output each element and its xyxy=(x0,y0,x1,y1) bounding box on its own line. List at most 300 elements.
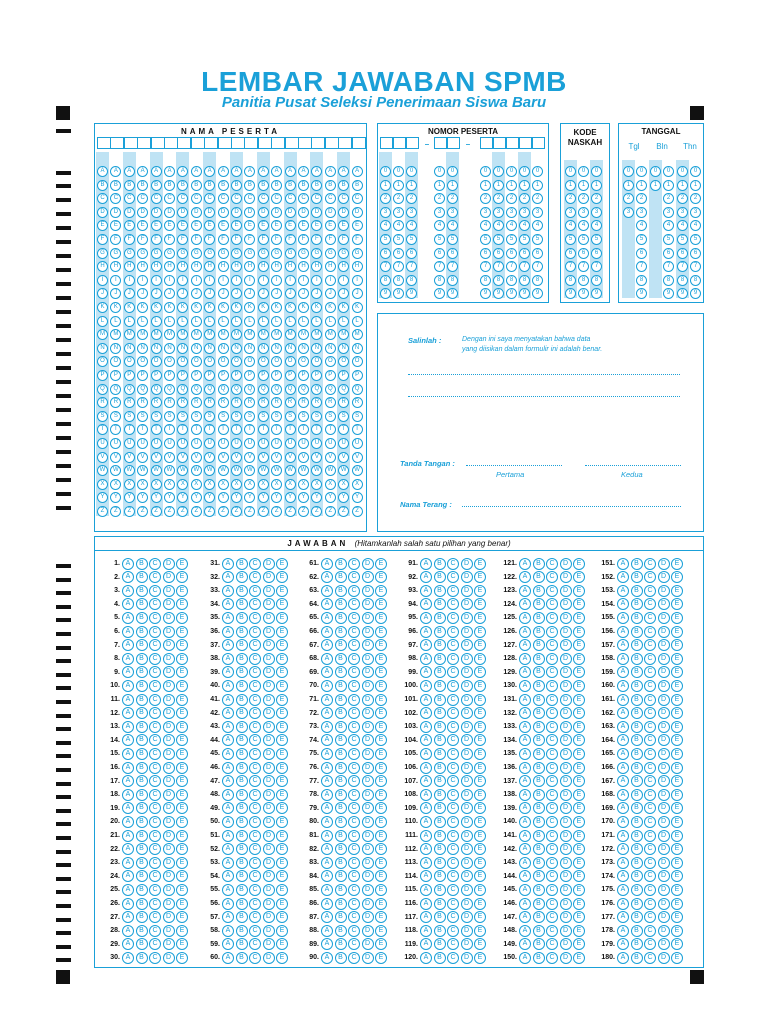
answer-bubble[interactable]: E xyxy=(375,598,387,610)
answer-bubble[interactable]: E xyxy=(375,898,387,910)
answer-bubble[interactable]: D xyxy=(461,816,473,828)
answer-bubble[interactable]: A xyxy=(519,870,531,882)
letter-bubble[interactable]: Q xyxy=(311,384,322,395)
answer-bubble[interactable]: B xyxy=(335,721,347,733)
answer-bubble[interactable]: E xyxy=(375,639,387,651)
letter-bubble[interactable]: H xyxy=(311,261,322,272)
answer-bubble[interactable]: C xyxy=(644,721,656,733)
tanggal-bubble[interactable]: 1 xyxy=(636,180,647,191)
tanggal-bubble[interactable]: 8 xyxy=(663,275,674,286)
answer-bubble[interactable]: D xyxy=(163,626,175,638)
answer-bubble[interactable]: A xyxy=(617,571,629,583)
tanggal-bubble[interactable]: 0 xyxy=(690,166,701,177)
answer-bubble[interactable]: D xyxy=(263,734,275,746)
answer-bubble[interactable]: A xyxy=(222,762,234,774)
answer-bubble[interactable]: E xyxy=(176,626,188,638)
answer-bubble[interactable]: D xyxy=(263,694,275,706)
letter-bubble[interactable]: G xyxy=(352,248,363,259)
answer-bubble[interactable]: B xyxy=(335,680,347,692)
answer-bubble[interactable]: E xyxy=(375,789,387,801)
answer-bubble[interactable]: B xyxy=(136,748,148,760)
letter-bubble[interactable]: Q xyxy=(258,384,269,395)
answer-bubble[interactable]: A xyxy=(519,884,531,896)
letter-bubble[interactable]: M xyxy=(191,329,202,340)
answer-bubble[interactable]: B xyxy=(434,816,446,828)
answer-bubble[interactable]: A xyxy=(420,898,432,910)
letter-bubble[interactable]: I xyxy=(137,275,148,286)
answer-bubble[interactable]: E xyxy=(474,925,486,937)
letter-bubble[interactable]: H xyxy=(191,261,202,272)
answer-bubble[interactable]: D xyxy=(658,612,670,624)
letter-bubble[interactable]: Z xyxy=(110,506,121,517)
digit-bubble[interactable]: 1 xyxy=(393,180,404,191)
digit-bubble[interactable]: 0 xyxy=(434,166,445,177)
answer-bubble[interactable]: E xyxy=(671,707,683,719)
letter-bubble[interactable]: Q xyxy=(218,384,229,395)
answer-bubble[interactable]: D xyxy=(163,598,175,610)
answer-bubble[interactable]: A xyxy=(420,816,432,828)
answer-bubble[interactable]: D xyxy=(163,802,175,814)
answer-bubble[interactable]: A xyxy=(617,925,629,937)
answer-bubble[interactable]: C xyxy=(348,612,360,624)
letter-bubble[interactable]: W xyxy=(164,465,175,476)
answer-bubble[interactable]: B xyxy=(136,789,148,801)
answer-bubble[interactable]: D xyxy=(658,626,670,638)
letter-bubble[interactable]: R xyxy=(298,397,309,408)
answer-bubble[interactable]: D xyxy=(362,830,374,842)
letter-bubble[interactable]: N xyxy=(191,343,202,354)
answer-bubble[interactable]: A xyxy=(222,938,234,950)
letter-bubble[interactable]: V xyxy=(164,452,175,463)
answer-bubble[interactable]: A xyxy=(519,666,531,678)
answer-bubble[interactable]: C xyxy=(447,843,459,855)
letter-bubble[interactable]: F xyxy=(352,234,363,245)
answer-bubble[interactable]: C xyxy=(348,938,360,950)
letter-bubble[interactable]: W xyxy=(325,465,336,476)
answer-bubble[interactable]: B xyxy=(335,898,347,910)
answer-bubble[interactable]: B xyxy=(434,870,446,882)
answer-bubble[interactable]: A xyxy=(321,802,333,814)
answer-bubble[interactable]: A xyxy=(222,857,234,869)
answer-bubble[interactable]: E xyxy=(176,762,188,774)
nomor-digit-box[interactable] xyxy=(434,137,447,149)
answer-bubble[interactable]: C xyxy=(249,653,261,665)
letter-bubble[interactable]: F xyxy=(124,234,135,245)
answer-bubble[interactable]: C xyxy=(644,707,656,719)
answer-bubble[interactable]: E xyxy=(474,721,486,733)
answer-bubble[interactable]: D xyxy=(362,721,374,733)
letter-bubble[interactable]: U xyxy=(97,438,108,449)
answer-bubble[interactable]: A xyxy=(222,626,234,638)
answer-bubble[interactable]: D xyxy=(461,830,473,842)
digit-bubble[interactable]: 6 xyxy=(380,248,391,259)
digit-bubble[interactable]: 1 xyxy=(434,180,445,191)
letter-bubble[interactable]: H xyxy=(258,261,269,272)
letter-bubble[interactable]: J xyxy=(110,288,121,299)
answer-bubble[interactable]: A xyxy=(321,830,333,842)
answer-bubble[interactable]: D xyxy=(658,748,670,760)
answer-bubble[interactable]: C xyxy=(249,571,261,583)
answer-bubble[interactable]: D xyxy=(560,653,572,665)
letter-bubble[interactable]: K xyxy=(271,302,282,313)
answer-bubble[interactable]: C xyxy=(249,680,261,692)
answer-bubble[interactable]: B xyxy=(631,666,643,678)
answer-bubble[interactable]: B xyxy=(533,680,545,692)
answer-bubble[interactable]: D xyxy=(263,884,275,896)
letter-bubble[interactable]: C xyxy=(97,193,108,204)
letter-bubble[interactable]: U xyxy=(244,438,255,449)
answer-bubble[interactable]: E xyxy=(375,952,387,964)
tanggal-bubble[interactable]: 9 xyxy=(663,288,674,299)
name-letter-box[interactable] xyxy=(311,137,325,149)
letter-bubble[interactable]: K xyxy=(164,302,175,313)
answer-bubble[interactable]: A xyxy=(420,884,432,896)
answer-bubble[interactable]: C xyxy=(546,558,558,570)
signature-second-line[interactable] xyxy=(585,465,681,466)
letter-bubble[interactable]: I xyxy=(311,275,322,286)
answer-bubble[interactable]: A xyxy=(122,558,134,570)
answer-bubble[interactable]: D xyxy=(461,571,473,583)
answer-bubble[interactable]: C xyxy=(348,857,360,869)
letter-bubble[interactable]: S xyxy=(258,411,269,422)
answer-bubble[interactable]: A xyxy=(420,857,432,869)
answer-bubble[interactable]: B xyxy=(533,843,545,855)
answer-bubble[interactable]: D xyxy=(362,680,374,692)
answer-bubble[interactable]: C xyxy=(644,558,656,570)
answer-bubble[interactable]: C xyxy=(546,898,558,910)
letter-bubble[interactable]: F xyxy=(191,234,202,245)
answer-bubble[interactable]: E xyxy=(474,816,486,828)
answer-bubble[interactable]: E xyxy=(671,721,683,733)
answer-bubble[interactable]: A xyxy=(519,898,531,910)
letter-bubble[interactable]: H xyxy=(325,261,336,272)
answer-bubble[interactable]: C xyxy=(447,938,459,950)
letter-bubble[interactable]: K xyxy=(97,302,108,313)
letter-bubble[interactable]: Z xyxy=(218,506,229,517)
letter-bubble[interactable]: X xyxy=(137,479,148,490)
letter-bubble[interactable]: R xyxy=(151,397,162,408)
answer-bubble[interactable]: E xyxy=(176,843,188,855)
answer-bubble[interactable]: A xyxy=(420,925,432,937)
answer-bubble[interactable]: A xyxy=(122,884,134,896)
kode-bubble[interactable]: 7 xyxy=(565,261,576,272)
answer-bubble[interactable]: B xyxy=(136,585,148,597)
answer-bubble[interactable]: C xyxy=(249,585,261,597)
answer-bubble[interactable]: B xyxy=(533,612,545,624)
answer-bubble[interactable]: D xyxy=(658,598,670,610)
letter-bubble[interactable]: N xyxy=(177,343,188,354)
letter-bubble[interactable]: F xyxy=(244,234,255,245)
answer-bubble[interactable]: D xyxy=(461,802,473,814)
letter-bubble[interactable]: I xyxy=(124,275,135,286)
digit-bubble[interactable]: 9 xyxy=(480,288,491,299)
answer-bubble[interactable]: E xyxy=(573,721,585,733)
answer-bubble[interactable]: A xyxy=(617,612,629,624)
letter-bubble[interactable]: X xyxy=(285,479,296,490)
digit-bubble[interactable]: 4 xyxy=(519,220,530,231)
letter-bubble[interactable]: H xyxy=(164,261,175,272)
answer-bubble[interactable]: E xyxy=(474,938,486,950)
answer-bubble[interactable]: B xyxy=(434,734,446,746)
answer-bubble[interactable]: B xyxy=(631,884,643,896)
name-letter-box[interactable] xyxy=(325,137,339,149)
letter-bubble[interactable]: P xyxy=(218,370,229,381)
answer-bubble[interactable]: C xyxy=(149,639,161,651)
answer-bubble[interactable]: A xyxy=(122,938,134,950)
answer-bubble[interactable]: C xyxy=(546,585,558,597)
answer-bubble[interactable]: C xyxy=(644,857,656,869)
answer-bubble[interactable]: D xyxy=(263,870,275,882)
letter-bubble[interactable]: O xyxy=(110,356,121,367)
answer-bubble[interactable]: C xyxy=(348,952,360,964)
answer-bubble[interactable]: B xyxy=(434,802,446,814)
answer-bubble[interactable]: A xyxy=(420,762,432,774)
digit-bubble[interactable]: 0 xyxy=(393,166,404,177)
digit-bubble[interactable]: 9 xyxy=(519,288,530,299)
answer-bubble[interactable]: A xyxy=(420,721,432,733)
answer-bubble[interactable]: A xyxy=(420,802,432,814)
kode-bubble[interactable]: 6 xyxy=(578,248,589,259)
answer-bubble[interactable]: E xyxy=(276,898,288,910)
letter-bubble[interactable]: W xyxy=(244,465,255,476)
answer-bubble[interactable]: B xyxy=(434,694,446,706)
letter-bubble[interactable]: Q xyxy=(271,384,282,395)
digit-bubble[interactable]: 3 xyxy=(493,207,504,218)
letter-bubble[interactable]: E xyxy=(137,220,148,231)
answer-bubble[interactable]: B xyxy=(236,789,248,801)
answer-bubble[interactable]: D xyxy=(263,775,275,787)
letter-bubble[interactable]: M xyxy=(97,329,108,340)
answer-bubble[interactable]: B xyxy=(533,666,545,678)
letter-bubble[interactable]: D xyxy=(164,207,175,218)
answer-bubble[interactable]: D xyxy=(461,789,473,801)
letter-bubble[interactable]: A xyxy=(258,166,269,177)
answer-bubble[interactable]: E xyxy=(671,762,683,774)
answer-bubble[interactable]: C xyxy=(348,666,360,678)
answer-bubble[interactable]: B xyxy=(631,639,643,651)
answer-bubble[interactable]: B xyxy=(434,666,446,678)
answer-bubble[interactable]: E xyxy=(474,843,486,855)
answer-bubble[interactable]: C xyxy=(644,884,656,896)
answer-bubble[interactable]: E xyxy=(573,938,585,950)
letter-bubble[interactable]: F xyxy=(218,234,229,245)
letter-bubble[interactable]: U xyxy=(124,438,135,449)
answer-bubble[interactable]: A xyxy=(617,721,629,733)
letter-bubble[interactable]: R xyxy=(285,397,296,408)
answer-bubble[interactable]: B xyxy=(631,558,643,570)
answer-bubble[interactable]: B xyxy=(631,734,643,746)
answer-bubble[interactable]: B xyxy=(533,802,545,814)
answer-bubble[interactable]: A xyxy=(122,694,134,706)
tanggal-bubble[interactable]: 5 xyxy=(663,234,674,245)
answer-bubble[interactable]: A xyxy=(321,870,333,882)
letter-bubble[interactable]: W xyxy=(258,465,269,476)
answer-bubble[interactable]: C xyxy=(149,843,161,855)
letter-bubble[interactable]: B xyxy=(151,180,162,191)
answer-bubble[interactable]: E xyxy=(276,843,288,855)
letter-bubble[interactable]: D xyxy=(204,207,215,218)
digit-bubble[interactable]: 7 xyxy=(519,261,530,272)
answer-bubble[interactable]: C xyxy=(348,802,360,814)
answer-bubble[interactable]: C xyxy=(447,666,459,678)
digit-bubble[interactable]: 6 xyxy=(532,248,543,259)
letter-bubble[interactable]: L xyxy=(311,316,322,327)
letter-bubble[interactable]: L xyxy=(151,316,162,327)
answer-bubble[interactable]: C xyxy=(447,653,459,665)
answer-bubble[interactable]: B xyxy=(533,775,545,787)
letter-bubble[interactable]: C xyxy=(285,193,296,204)
answer-bubble[interactable]: C xyxy=(447,585,459,597)
tanggal-bubble[interactable]: 2 xyxy=(677,193,688,204)
answer-bubble[interactable]: E xyxy=(276,925,288,937)
letter-bubble[interactable]: E xyxy=(338,220,349,231)
answer-bubble[interactable]: D xyxy=(163,884,175,896)
answer-bubble[interactable]: C xyxy=(447,680,459,692)
letter-bubble[interactable]: T xyxy=(151,424,162,435)
letter-bubble[interactable]: A xyxy=(325,166,336,177)
letter-bubble[interactable]: F xyxy=(151,234,162,245)
answer-bubble[interactable]: A xyxy=(122,748,134,760)
letter-bubble[interactable]: C xyxy=(151,193,162,204)
nomor-digit-box[interactable] xyxy=(393,137,406,149)
digit-bubble[interactable]: 7 xyxy=(532,261,543,272)
answer-bubble[interactable]: A xyxy=(321,666,333,678)
answer-bubble[interactable]: E xyxy=(375,626,387,638)
tanggal-bubble[interactable]: 4 xyxy=(690,220,701,231)
letter-bubble[interactable]: Z xyxy=(311,506,322,517)
answer-bubble[interactable]: B xyxy=(533,639,545,651)
letter-bubble[interactable]: O xyxy=(151,356,162,367)
digit-bubble[interactable]: 7 xyxy=(506,261,517,272)
digit-bubble[interactable]: 4 xyxy=(480,220,491,231)
answer-bubble[interactable]: B xyxy=(335,911,347,923)
letter-bubble[interactable]: L xyxy=(338,316,349,327)
letter-bubble[interactable]: J xyxy=(298,288,309,299)
answer-bubble[interactable]: D xyxy=(461,558,473,570)
letter-bubble[interactable]: Q xyxy=(97,384,108,395)
answer-bubble[interactable]: A xyxy=(222,639,234,651)
name-letter-box[interactable] xyxy=(97,137,111,149)
answer-bubble[interactable]: A xyxy=(519,816,531,828)
letter-bubble[interactable]: X xyxy=(244,479,255,490)
answer-bubble[interactable]: C xyxy=(249,707,261,719)
answer-bubble[interactable]: C xyxy=(447,857,459,869)
letter-bubble[interactable]: S xyxy=(231,411,242,422)
tanggal-bubble[interactable]: 2 xyxy=(663,193,674,204)
digit-bubble[interactable]: 9 xyxy=(532,288,543,299)
answer-bubble[interactable]: E xyxy=(276,802,288,814)
answer-bubble[interactable]: C xyxy=(348,653,360,665)
answer-bubble[interactable]: E xyxy=(276,666,288,678)
letter-bubble[interactable]: P xyxy=(204,370,215,381)
answer-bubble[interactable]: D xyxy=(658,884,670,896)
answer-bubble[interactable]: E xyxy=(474,911,486,923)
answer-bubble[interactable]: C xyxy=(546,830,558,842)
kode-bubble[interactable]: 8 xyxy=(591,275,602,286)
answer-bubble[interactable]: C xyxy=(348,639,360,651)
answer-bubble[interactable]: C xyxy=(447,762,459,774)
answer-bubble[interactable]: E xyxy=(176,598,188,610)
letter-bubble[interactable]: K xyxy=(110,302,121,313)
answer-bubble[interactable]: D xyxy=(560,734,572,746)
name-letter-box[interactable] xyxy=(110,137,124,149)
letter-bubble[interactable]: V xyxy=(177,452,188,463)
answer-bubble[interactable]: C xyxy=(644,925,656,937)
answer-bubble[interactable]: B xyxy=(236,653,248,665)
letter-bubble[interactable]: I xyxy=(244,275,255,286)
letter-bubble[interactable]: U xyxy=(110,438,121,449)
letter-bubble[interactable]: E xyxy=(204,220,215,231)
copy-line[interactable] xyxy=(408,396,680,397)
answer-bubble[interactable]: E xyxy=(671,571,683,583)
letter-bubble[interactable]: C xyxy=(177,193,188,204)
letter-bubble[interactable]: H xyxy=(97,261,108,272)
letter-bubble[interactable]: F xyxy=(204,234,215,245)
letter-bubble[interactable]: Z xyxy=(244,506,255,517)
answer-bubble[interactable]: D xyxy=(163,870,175,882)
letter-bubble[interactable]: P xyxy=(110,370,121,381)
letter-bubble[interactable]: V xyxy=(204,452,215,463)
digit-bubble[interactable]: 2 xyxy=(447,193,458,204)
letter-bubble[interactable]: I xyxy=(151,275,162,286)
letter-bubble[interactable]: W xyxy=(97,465,108,476)
letter-bubble[interactable]: W xyxy=(204,465,215,476)
letter-bubble[interactable]: B xyxy=(258,180,269,191)
answer-bubble[interactable]: B xyxy=(533,884,545,896)
letter-bubble[interactable]: N xyxy=(164,343,175,354)
letter-bubble[interactable]: W xyxy=(191,465,202,476)
letter-bubble[interactable]: B xyxy=(338,180,349,191)
answer-bubble[interactable]: B xyxy=(335,571,347,583)
answer-bubble[interactable]: B xyxy=(533,585,545,597)
answer-bubble[interactable]: E xyxy=(671,639,683,651)
answer-bubble[interactable]: B xyxy=(434,680,446,692)
answer-bubble[interactable]: D xyxy=(263,748,275,760)
letter-bubble[interactable]: W xyxy=(124,465,135,476)
answer-bubble[interactable]: B xyxy=(533,925,545,937)
answer-bubble[interactable]: C xyxy=(249,734,261,746)
letter-bubble[interactable]: W xyxy=(338,465,349,476)
answer-bubble[interactable]: C xyxy=(447,884,459,896)
letter-bubble[interactable]: J xyxy=(137,288,148,299)
answer-bubble[interactable]: A xyxy=(519,585,531,597)
letter-bubble[interactable]: K xyxy=(244,302,255,313)
tanggal-bubble[interactable]: 3 xyxy=(623,207,634,218)
answer-bubble[interactable]: E xyxy=(176,612,188,624)
letter-bubble[interactable]: S xyxy=(325,411,336,422)
letter-bubble[interactable]: M xyxy=(298,329,309,340)
answer-bubble[interactable]: C xyxy=(149,762,161,774)
letter-bubble[interactable]: F xyxy=(97,234,108,245)
name-letter-box[interactable] xyxy=(164,137,178,149)
answer-bubble[interactable]: B xyxy=(434,789,446,801)
letter-bubble[interactable]: R xyxy=(352,397,363,408)
answer-bubble[interactable]: D xyxy=(263,707,275,719)
letter-bubble[interactable]: D xyxy=(338,207,349,218)
letter-bubble[interactable]: I xyxy=(338,275,349,286)
kode-bubble[interactable]: 4 xyxy=(591,220,602,231)
letter-bubble[interactable]: C xyxy=(258,193,269,204)
letter-bubble[interactable]: Q xyxy=(244,384,255,395)
letter-bubble[interactable]: Z xyxy=(204,506,215,517)
answer-bubble[interactable]: D xyxy=(560,952,572,964)
letter-bubble[interactable]: Y xyxy=(204,492,215,503)
answer-bubble[interactable]: C xyxy=(447,639,459,651)
answer-bubble[interactable]: D xyxy=(560,857,572,869)
answer-bubble[interactable]: C xyxy=(149,707,161,719)
answer-bubble[interactable]: C xyxy=(546,925,558,937)
letter-bubble[interactable]: Y xyxy=(110,492,121,503)
